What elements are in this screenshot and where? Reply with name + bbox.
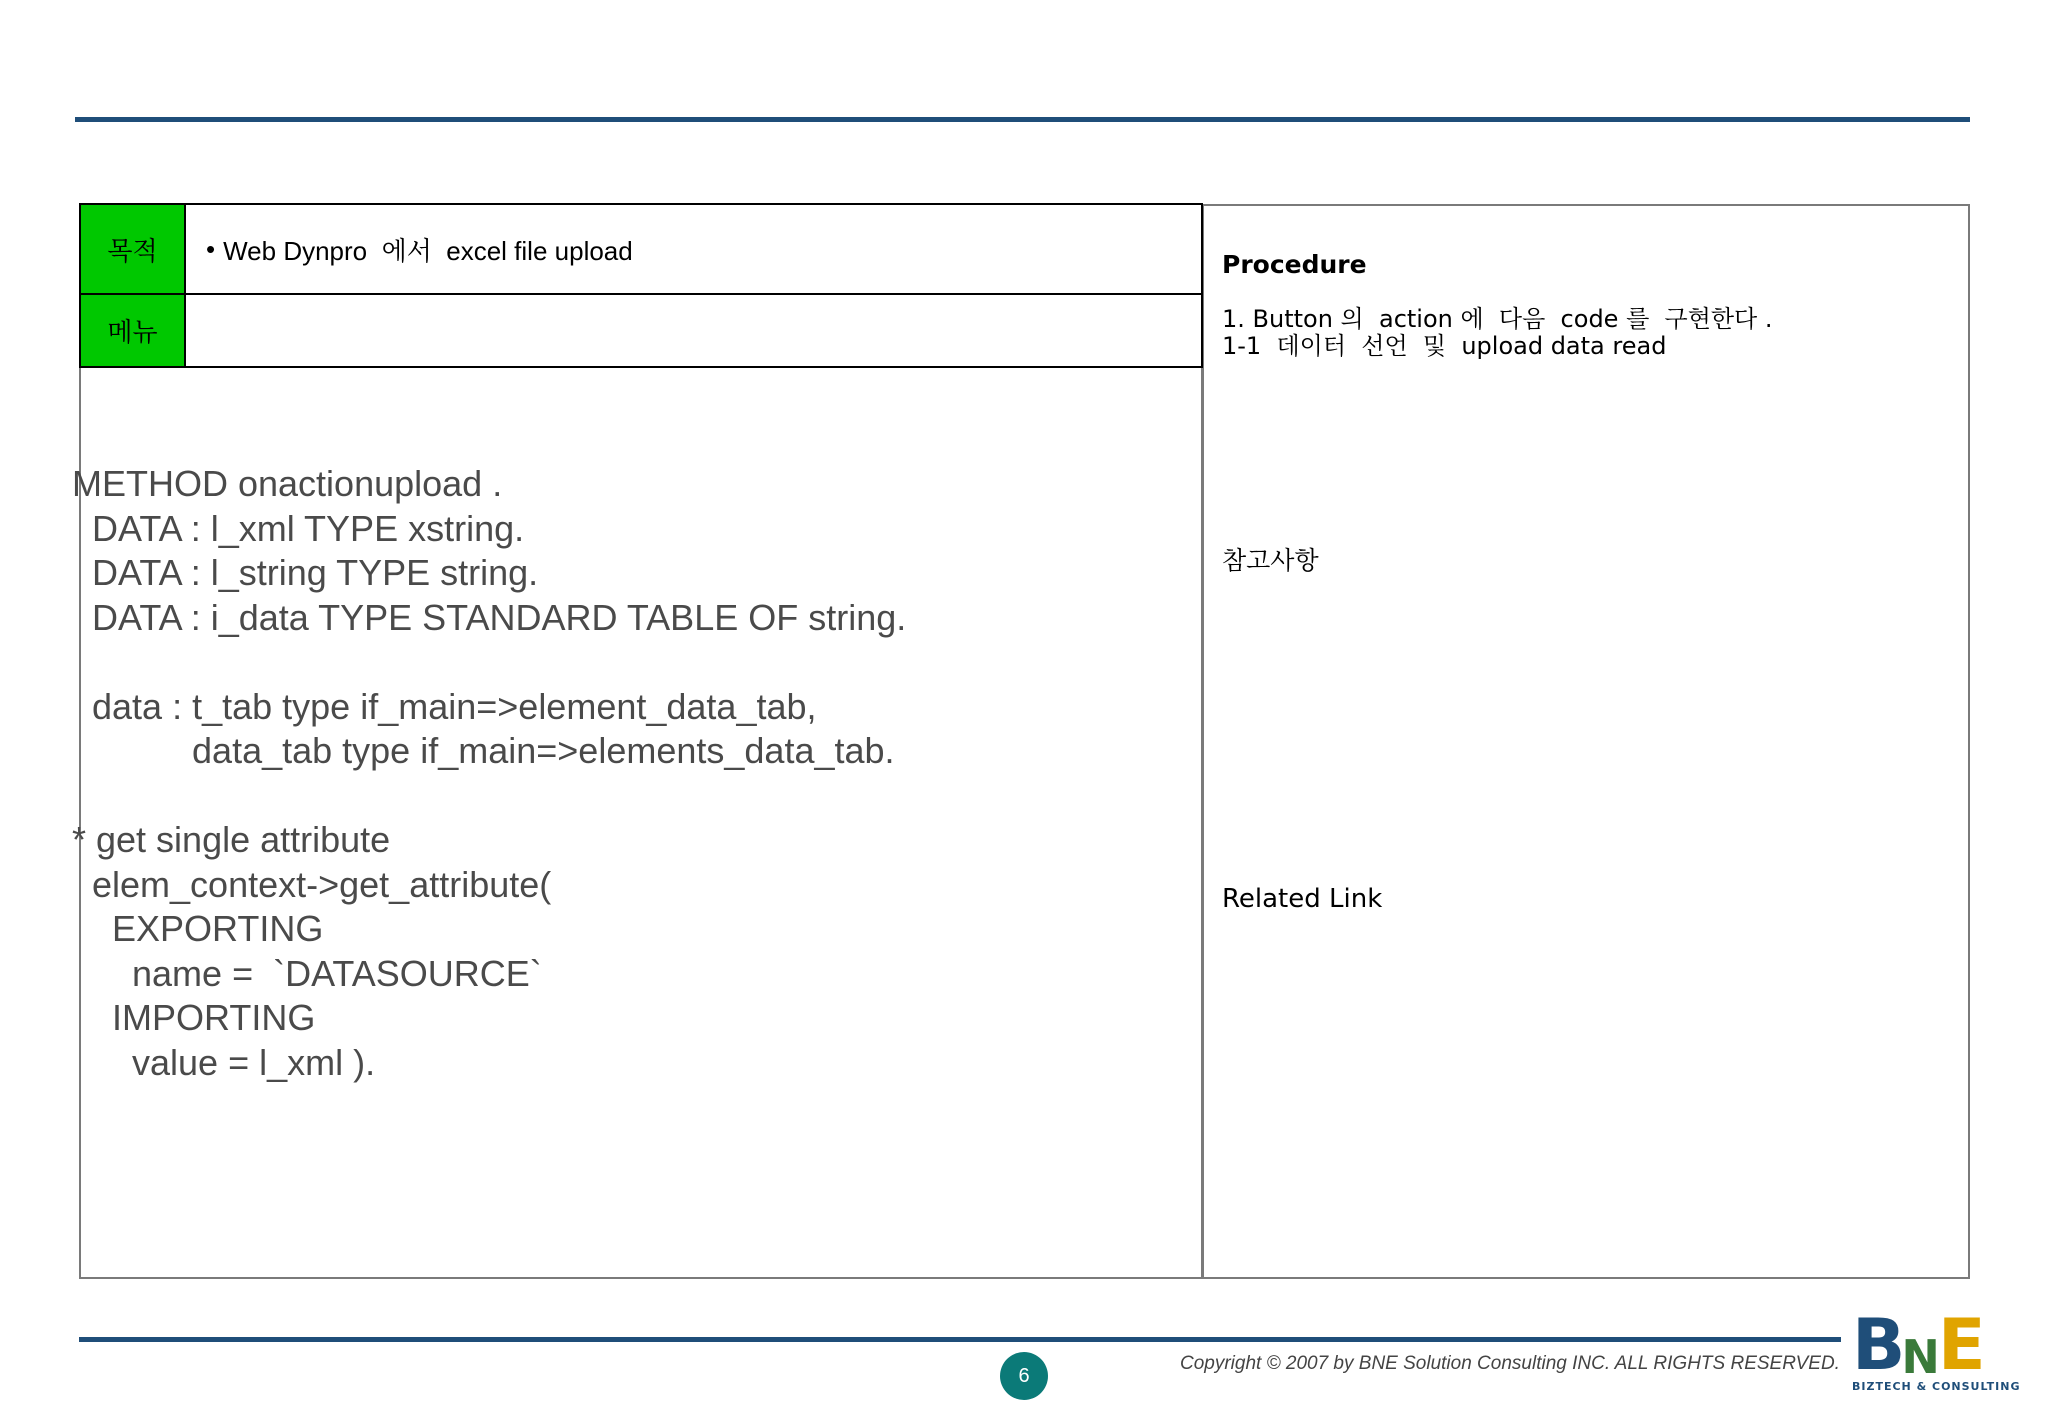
logo-mark: B N E	[1852, 1304, 1986, 1386]
page-number-badge: 6	[1000, 1352, 1048, 1400]
side-panel	[1202, 204, 1970, 1279]
menu-label: 메뉴	[81, 295, 186, 366]
code-snippet: METHOD onactionupload . DATA : l_xml TYPE xstring. DATA : l_string TYPE string. DATA : i_data TYPE STANDARD TABLE OF string. data : t_tab type if_main=>element_data_tab, data_tab type if_main=>elements_data_tab. * get single attribute elem_context->get_attribute( EXPORTING name = `DATASOURCE` IMPORTING value = l_xml ).	[72, 463, 907, 1083]
header-row-menu	[81, 295, 1201, 366]
procedure-step: 1. Button 의 action 에 다음 code 를 구현한다 .	[1222, 305, 1773, 333]
reference-title: 참고사항	[1222, 546, 1319, 575]
procedure-step: 1-1 데이터 선언 및 upload data read	[1222, 332, 1667, 360]
procedure-title: Procedure	[1222, 250, 1367, 279]
logo-subtext: BIZTECH & CONSULTING	[1852, 1380, 2021, 1393]
header-table	[79, 203, 1203, 368]
related-link-title: Related Link	[1222, 884, 1383, 914]
copyright-text: Copyright © 2007 by BNE Solution Consulting INC. ALL RIGHTS RESERVED.	[1180, 1353, 1840, 1374]
purpose-value	[186, 205, 1201, 293]
procedure-steps	[1222, 306, 1773, 360]
top-divider	[75, 117, 1970, 122]
purpose-text: Web Dynpro 에서 excel file upload	[223, 235, 633, 266]
header-row-purpose	[81, 205, 1201, 295]
menu-value	[186, 295, 1201, 366]
company-logo	[1852, 1304, 2021, 1396]
bullet-icon: •	[206, 233, 216, 264]
purpose-label: 목적	[81, 205, 186, 293]
bottom-divider	[79, 1337, 1841, 1342]
